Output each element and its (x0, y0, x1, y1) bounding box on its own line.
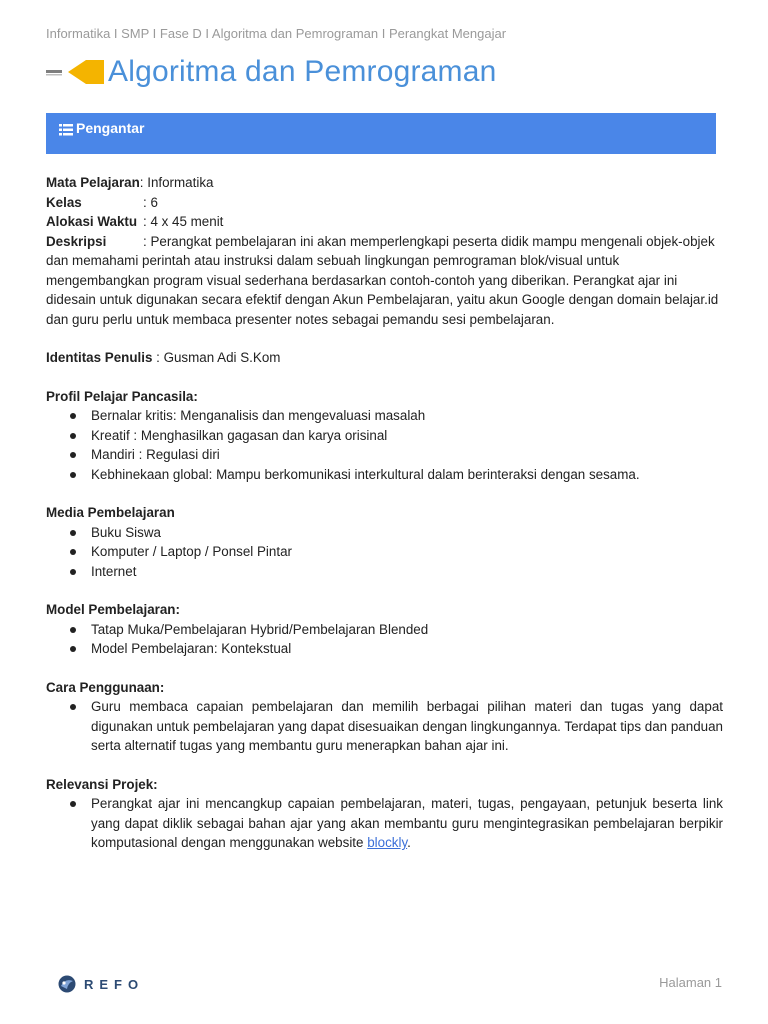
section-banner-label: Pengantar (76, 120, 145, 136)
list-item: Kebhinekaan global: Mampu berkomunikasi interkultural dalam berinteraksi dengan sesama. (91, 465, 723, 485)
document-body (46, 173, 723, 853)
meta-grade-key: Kelas (46, 194, 82, 210)
meta-grade (46, 193, 723, 213)
refo-logo-icon (56, 974, 78, 994)
model-heading: Model Pembelajaran: (46, 602, 180, 617)
brand-wordmark: REFO (84, 976, 145, 992)
running-header: Informatika I SMP I Fase D I Algoritma dan Pemrograman I Perangkat Mengajar (46, 26, 507, 41)
meta-subject (46, 173, 723, 193)
list-item: Buku Siswa (91, 523, 723, 543)
meta-description-value: : Perangkat pembelajaran ini akan memperlengkapi peserta didik mampu mengenali objek-objek dan memahami perintah atau instruksi dalam sebuah lingkungan pemrograman blok/visual untuk mengembangkan program visual sederhana berdasarkan contoh-contoh yang diberikan. Perangkat ajar ini didesain untuk digunakan secara efektif dengan Akun Pembelajaran, yaitu akun Google dengan domain belajar.id dan guru perlu untuk membaca presenter notes sebagai pemandu sesi pembelajaran. (46, 233, 719, 327)
meta-grade-value: : 6 (143, 194, 158, 210)
page-number: Halaman 1 (659, 975, 722, 990)
project-list (46, 794, 723, 853)
list-item: Mandiri : Regulasi diri (91, 445, 723, 465)
list-item: Model Pembelajaran: Kontekstual (91, 639, 723, 659)
meta-time-value: : 4 x 45 menit (143, 214, 224, 229)
title-row (46, 52, 497, 92)
usage-heading: Cara Penggunaan: (46, 679, 165, 695)
list-item: Tatap Muka/Pembelajaran Hybrid/Pembelajaran Blended (91, 620, 723, 640)
footer-brand (56, 974, 144, 994)
meta-description-key: Deskripsi (46, 233, 107, 249)
project-text: Perangkat ajar ini mencangkup capaian pembelajaran, materi, tugas, pengayaan, petunjuk beserta link yang dapat diklik sebagai bahan ajar yang akan membantu guru mengintegrasikan pembelajaran berpikir komputasional dengan menggunakan website (91, 796, 723, 850)
page-title: Algoritma dan Pemrograman (108, 55, 497, 88)
project-heading: Relevansi Projek: (46, 776, 158, 792)
list-icon (59, 123, 73, 135)
profile-list (46, 406, 723, 484)
list-item (91, 794, 723, 853)
meta-time-key: Alokasi Waktu (46, 214, 138, 229)
author-line (46, 348, 723, 368)
list-item: Bernalar kritis: Menganalisis dan mengevaluasi masalah (91, 406, 723, 426)
model-list (46, 620, 723, 659)
blockly-link[interactable]: blockly (367, 835, 408, 850)
list-item: Guru membaca capaian pembelajaran dan memilih berbagai pilihan materi dan tugas yang dapat digunakan untuk pembelajaran yang dapat disesuaikan dengan lingkungannya. Terdapat tips dan panduan serta alternatif tugas yang membantu guru menerapkan bahan ajar ini. (91, 697, 723, 756)
section-banner (46, 113, 716, 154)
media-heading: Media Pembelajaran (46, 505, 175, 520)
profile-heading: Profil Pelajar Pancasila: (46, 388, 198, 404)
meta-subject-value: : Informatika (139, 175, 214, 190)
pencil-logo-icon (46, 54, 108, 90)
author-key: Identitas Penulis (46, 350, 153, 365)
meta-time (46, 212, 723, 232)
usage-list (46, 697, 723, 756)
author-value: : Gusman Adi S.Kom (152, 350, 281, 365)
meta-subject-key: Mata Pelajaran (46, 175, 140, 190)
media-list (46, 523, 723, 582)
project-after-link: . (407, 835, 411, 850)
meta-description (46, 232, 723, 330)
list-item: Internet (91, 562, 723, 582)
list-item: Kreatif : Menghasilkan gagasan dan karya orisinal (91, 426, 723, 446)
list-item: Komputer / Laptop / Ponsel Pintar (91, 542, 723, 562)
